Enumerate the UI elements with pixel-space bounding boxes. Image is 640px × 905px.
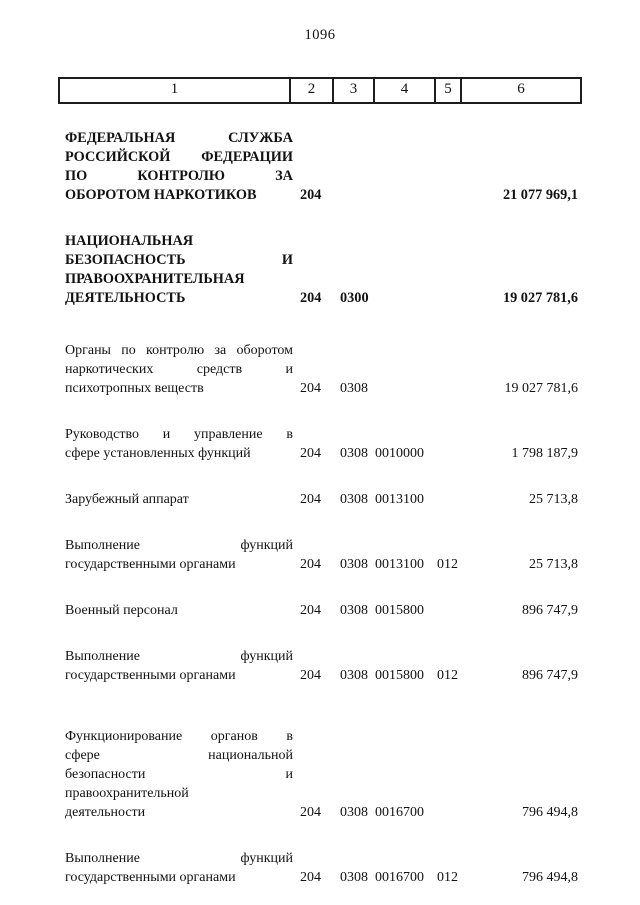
row-title-line: Зарубежный аппарат (65, 492, 189, 507)
row-title-line: сфере установленных функций (65, 446, 251, 461)
code-expense-type: 012 (437, 870, 458, 885)
row-title (58, 849, 293, 887)
table-row (58, 232, 582, 308)
row-title-line: ФЕДЕРАЛЬНАЯ СЛУЖБА (65, 130, 293, 146)
row-title (58, 425, 293, 463)
column-header-cell-4: 4 (373, 79, 434, 102)
row-title (58, 232, 293, 308)
amount-value: 796 494,8 (522, 870, 578, 885)
row-title-line: государственными органами (65, 668, 236, 683)
code-section: 0308 (340, 668, 368, 683)
table-row (58, 425, 582, 463)
row-title-line: НАЦИОНАЛЬНАЯ (65, 233, 194, 249)
page-number: 1096 (304, 27, 336, 43)
amount-value: 25 713,8 (529, 557, 578, 572)
table-row (58, 849, 582, 887)
row-title (58, 490, 293, 509)
row-title-line: ПО КОНТРОЛЮ ЗА (65, 168, 293, 184)
row-title (58, 601, 293, 620)
code-chapter: 204 (300, 557, 321, 572)
table-row (58, 536, 582, 574)
code-section: 0300 (340, 290, 369, 306)
code-chapter: 204 (300, 603, 321, 618)
row-title (58, 341, 293, 398)
row-title (58, 647, 293, 685)
column-header-row (58, 77, 582, 104)
amount-value: 796 494,8 (522, 805, 578, 820)
row-title-line: Выполнение функций (65, 851, 293, 866)
table-row (58, 647, 582, 685)
row-title-line: Военный персонал (65, 603, 178, 618)
row-title-line: сфере национальной (65, 748, 293, 763)
code-section: 0308 (340, 381, 368, 396)
row-title (58, 129, 293, 205)
table-row (58, 129, 582, 205)
row-title-line: психотропных веществ (65, 381, 204, 396)
column-header-cell-2: 2 (289, 79, 332, 102)
column-header-cell-1: 1 (170, 81, 179, 97)
code-expense-type: 012 (437, 557, 458, 572)
row-title-line: государственными органами (65, 870, 236, 885)
row-title-line: государственными органами (65, 557, 236, 572)
code-target-article: 0015800 (375, 603, 424, 618)
code-chapter: 204 (300, 492, 321, 507)
code-chapter: 204 (300, 668, 321, 683)
row-title-line: БЕЗОПАСНОСТЬ И (65, 252, 293, 268)
row-title (58, 536, 293, 574)
row-title-line: РОССИЙСКОЙ ФЕДЕРАЦИИ (65, 149, 293, 165)
code-section: 0308 (340, 603, 368, 618)
amount-value: 896 747,9 (522, 668, 578, 683)
code-target-article: 0016700 (375, 870, 424, 885)
code-chapter: 204 (300, 805, 321, 820)
column-header-cell-5: 5 (434, 79, 460, 102)
amount-value: 896 747,9 (522, 603, 578, 618)
row-title-line: ОБОРОТОМ НАРКОТИКОВ (65, 187, 257, 203)
table-row (58, 727, 582, 822)
code-chapter: 204 (300, 187, 322, 203)
code-target-article: 0010000 (375, 446, 424, 461)
row-title-line: безопасности и (65, 767, 293, 782)
code-section: 0308 (340, 492, 368, 507)
amount-value: 1 798 187,9 (511, 446, 578, 461)
code-target-article: 0013100 (375, 492, 424, 507)
code-target-article: 0016700 (375, 805, 424, 820)
code-chapter: 204 (300, 870, 321, 885)
code-target-article: 0013100 (375, 557, 424, 572)
code-expense-type: 012 (437, 668, 458, 683)
row-title-line: ДЕЯТЕЛЬНОСТЬ (65, 290, 186, 306)
table-row (58, 490, 582, 509)
budget-rows (58, 129, 582, 887)
table-row (58, 341, 582, 398)
row-title (58, 727, 293, 822)
code-chapter: 204 (300, 446, 321, 461)
column-header-cell-6: 6 (460, 79, 580, 102)
code-chapter: 204 (300, 290, 322, 306)
row-title-line: Выполнение функций (65, 538, 293, 553)
row-title-line: деятельности (65, 805, 146, 820)
column-header-cell-3: 3 (332, 79, 373, 102)
code-chapter: 204 (300, 381, 321, 396)
row-title-line: правоохранительной (65, 786, 189, 801)
amount-value: 19 027 781,6 (502, 290, 578, 306)
row-title-line: Руководство и управление в (65, 427, 293, 442)
row-title-line: Органы по контролю за оборотом (65, 343, 293, 358)
amount-value: 25 713,8 (529, 492, 578, 507)
amount-value: 19 027 781,6 (504, 381, 578, 396)
code-section: 0308 (340, 446, 368, 461)
amount-value: 21 077 969,1 (502, 187, 578, 203)
code-section: 0308 (340, 557, 368, 572)
row-title-line: Выполнение функций (65, 649, 293, 664)
row-title-line: ПРАВООХРАНИТЕЛЬНАЯ (65, 271, 245, 287)
row-title-line: Функционирование органов в (65, 729, 293, 744)
code-section: 0308 (340, 870, 368, 885)
code-target-article: 0015800 (375, 668, 424, 683)
row-title-line: наркотических средств и (65, 362, 293, 377)
code-section: 0308 (340, 805, 368, 820)
table-row (58, 601, 582, 620)
